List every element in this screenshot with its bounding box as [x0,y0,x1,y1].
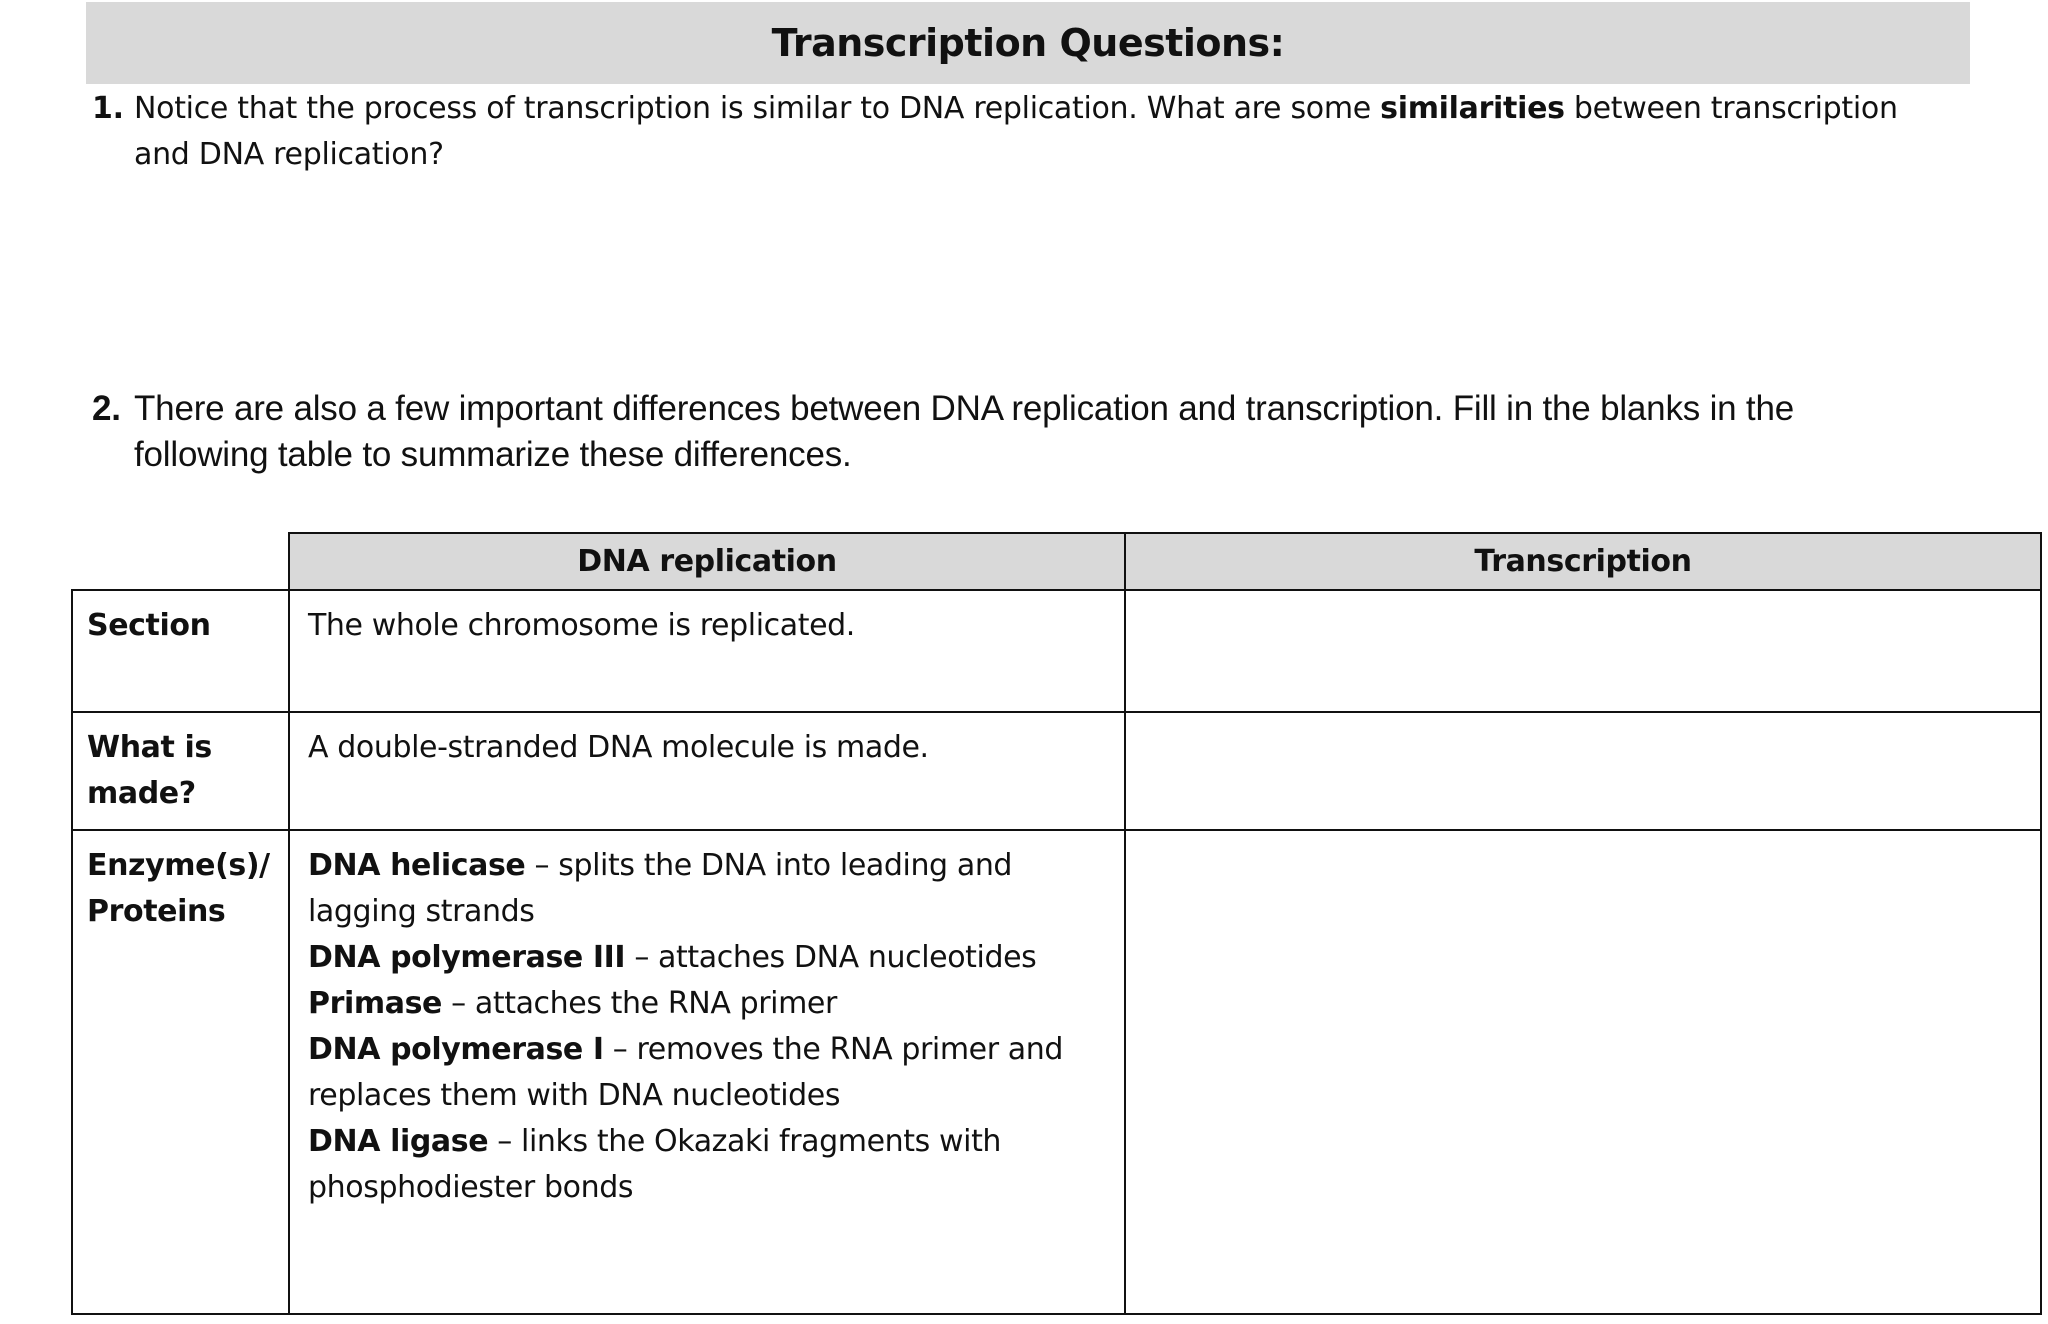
enzyme-name: DNA polymerase III [308,940,626,975]
table-row-enzymes [72,830,2041,1314]
enzyme-entry [308,1119,1106,1165]
enzyme-entry [308,1027,1106,1073]
row-label-enzymes [72,830,289,1314]
page-title: Transcription Questions: [771,21,1285,65]
enzyme-description: – splits the DNA into leading and [525,848,1013,883]
question-2-line-1-text: There are also a few important differences between DNA replication and transcription. Fill in the blanks in the [134,389,1794,428]
enzyme-description: – attaches the RNA primer [441,986,837,1021]
enzyme-description: – removes the RNA primer and [603,1032,1064,1067]
question-2 [92,386,1982,478]
enzyme-description-continued: phosphodiester bonds [308,1170,634,1205]
row-label-what-is-made [72,712,289,830]
question-1-line-1 [92,86,1982,132]
table-row-section [72,590,2041,712]
question-2-line-2: following table to summarize these differences. [134,435,852,474]
enzyme-description: – links the Okazaki fragments with [488,1124,1002,1159]
cell-transcription-section[interactable] [1125,590,2041,712]
row-label-line: made? [87,776,196,811]
enzyme-name: DNA ligase [308,1124,489,1159]
question-2-line-1 [92,386,1982,432]
question-2-number: 2. [92,389,121,428]
enzyme-entry [308,843,1106,889]
table-header-corner [72,533,289,590]
enzyme-description: – attaches DNA nucleotides [625,940,1037,975]
row-label-line: Section [87,608,211,643]
row-label-section [72,590,289,712]
enzyme-entry [308,935,1106,981]
enzyme-entry [308,981,1106,1027]
question-1-number: 1. [92,91,124,126]
table-row-what-is-made [72,712,2041,830]
enzyme-description-continued: lagging strands [308,894,535,929]
cell-transcription-enzymes[interactable] [1125,830,2041,1314]
header-dna-replication: DNA replication [289,533,1125,590]
cell-dna-replication-enzymes [289,830,1125,1314]
enzyme-description-continued: replaces them with DNA nucleotides [308,1078,841,1113]
cell-dna-replication-section: The whole chromosome is replicated. [289,590,1125,712]
question-1-text-before: Notice that the process of transcription is similar to DNA replication. What are some [134,91,1381,126]
table-header-row [72,533,2041,590]
question-1-emphasis: similarities [1380,91,1565,126]
cell-transcription-what-is-made[interactable] [1125,712,2041,830]
row-label-line: Enzyme(s)/ [87,848,270,883]
row-label-line: Proteins [87,894,226,929]
question-1-text-after: between transcription [1564,91,1898,126]
enzyme-name: DNA helicase [308,848,526,883]
header-transcription: Transcription [1125,533,2041,590]
title-banner [86,2,1970,84]
question-1-line-2: and DNA replication? [134,137,444,172]
question-1 [92,86,1982,178]
enzyme-name: Primase [308,986,442,1021]
comparison-table [71,532,2042,1315]
enzyme-name: DNA polymerase I [308,1032,604,1067]
cell-dna-replication-what-is-made: A double-stranded DNA molecule is made. [289,712,1125,830]
row-label-line: What is [87,730,212,765]
